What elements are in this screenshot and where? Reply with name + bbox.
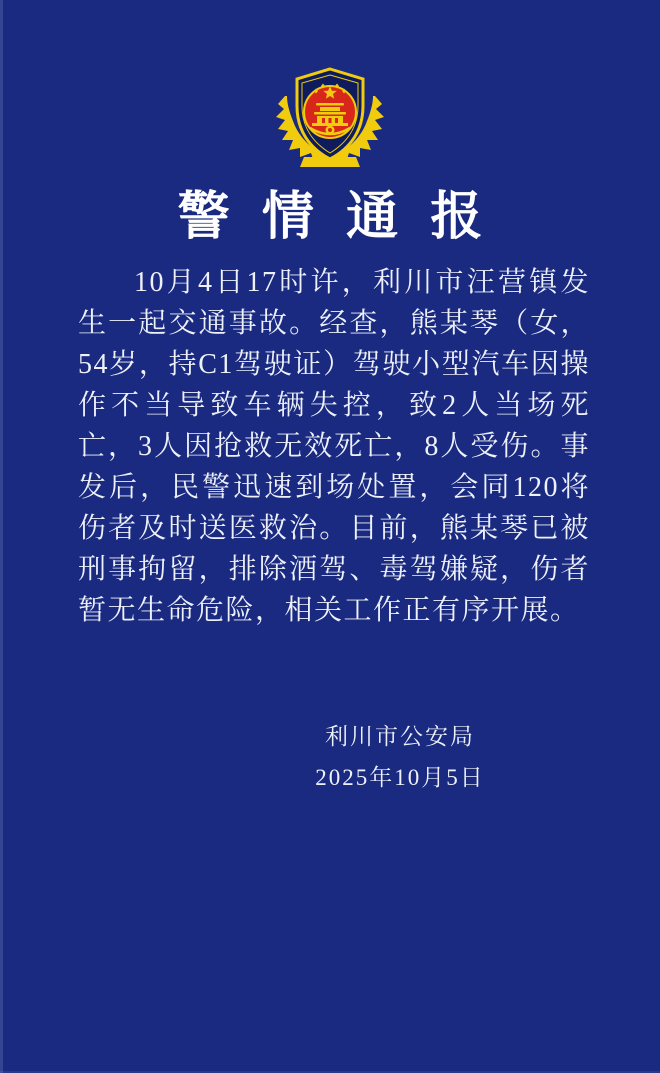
police-badge-icon xyxy=(270,60,390,172)
page-title: 警情通报 xyxy=(177,189,515,246)
signature-block xyxy=(270,722,530,793)
notice-paragraph: 10月4日17时许，利川市汪营镇发生一起交通事故。经查，熊某琴（女，54岁，持C1驾驶证）驾驶小型汽车因操作不当导致车辆失控，致2人当场死亡，3人因抢救无效死亡，8人受伤。事发后，民警迅速到场处置，会同120将伤者及时送医救治。目前，熊某琴已被刑事拘留，排除酒驾、毒驾嫌疑，伤者暂无生命危险，相关工作正有序开展。 xyxy=(78,267,590,626)
signature-agency: 利川市公安局 xyxy=(325,724,475,749)
signature-date: 2025年10月5日 xyxy=(315,765,485,790)
